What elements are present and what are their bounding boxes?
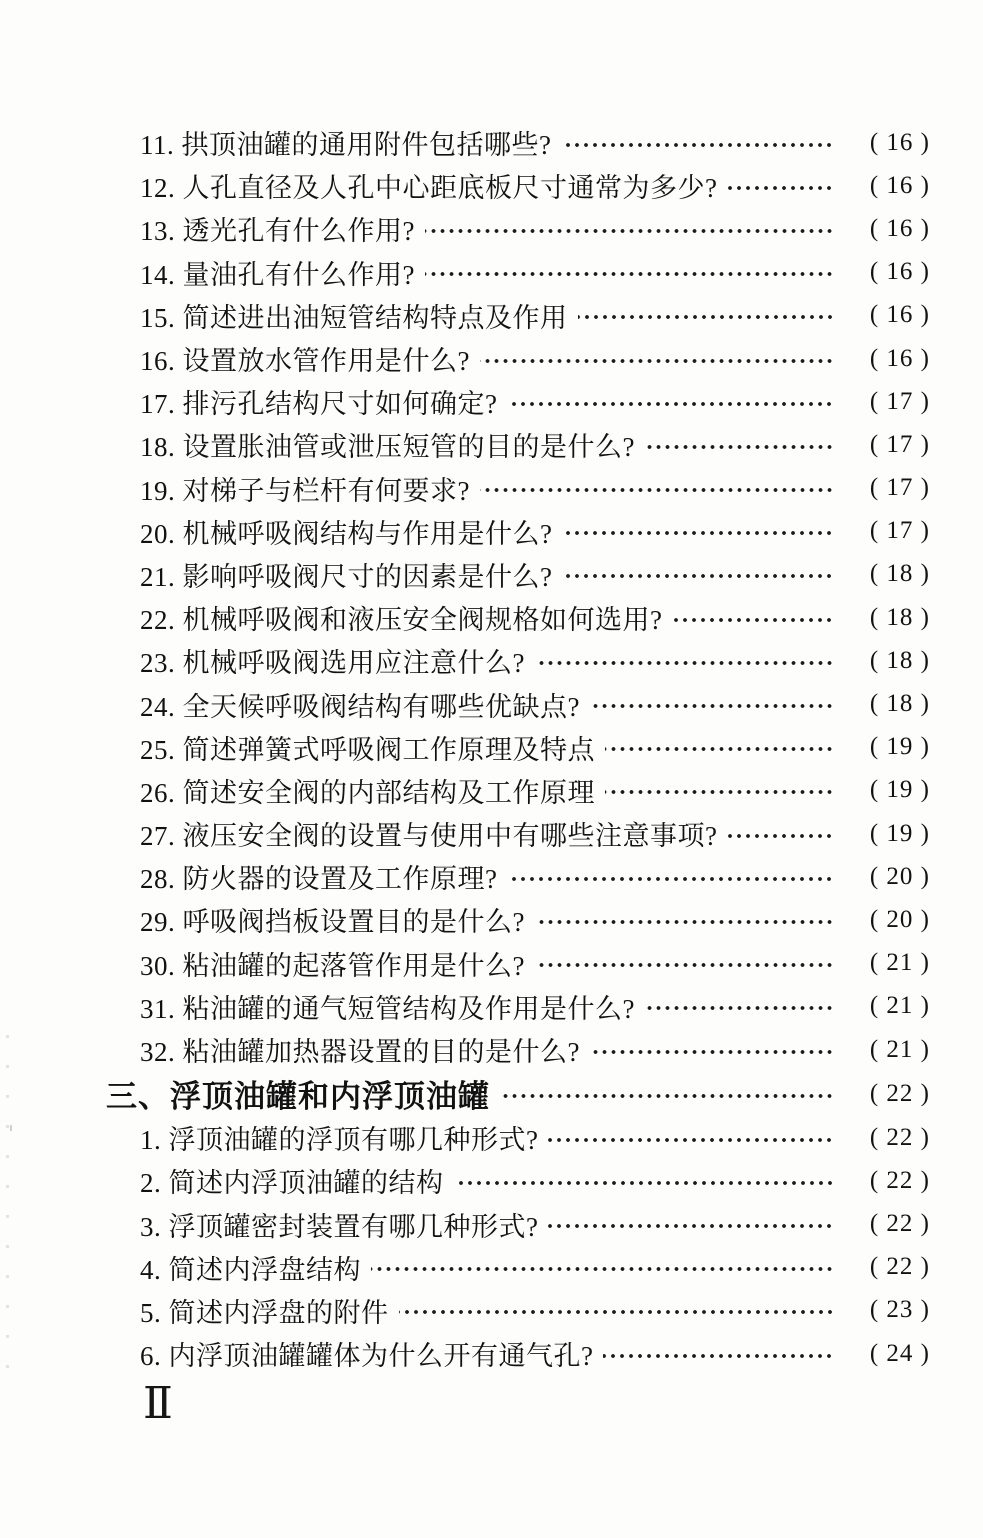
toc-entry-page: ( 24 )	[869, 1339, 930, 1367]
toc-entry-page: ( 16 )	[869, 214, 930, 242]
toc-entry-page: ( 22 )	[869, 1123, 930, 1151]
toc-entry-label: 25. 简述弹簧式呼吸阀工作原理及特点	[140, 734, 595, 765]
toc-row	[140, 1028, 930, 1071]
toc-entry-label: 26. 简述安全阀的内部结构及工作原理	[140, 777, 595, 808]
toc-row	[140, 1246, 930, 1289]
toc-entry-page: ( 19 )	[869, 733, 930, 761]
toc-row	[140, 596, 930, 639]
toc-entry-label: 15. 简述进出油短管结构特点及作用	[140, 302, 568, 333]
dotted-leader	[535, 954, 834, 976]
toc-entry-label: 1. 浮顶油罐的浮顶有哪几种形式?	[140, 1125, 539, 1156]
dotted-leader	[590, 1041, 834, 1063]
toc-row	[140, 726, 930, 769]
toc-row	[140, 898, 930, 941]
dotted-leader	[548, 1215, 834, 1237]
toc-entry-label: 5. 简述内浮盘的附件	[140, 1297, 389, 1328]
toc-entry-label: 20. 机械呼吸阀结构与作用是什么?	[140, 518, 553, 549]
toc-row	[140, 1289, 930, 1332]
toc-entry-page: ( 20 )	[869, 905, 930, 933]
toc-row	[140, 251, 930, 294]
dotted-leader	[605, 781, 834, 803]
toc-entry-page: ( 18 )	[869, 646, 930, 674]
dotted-leader	[603, 1345, 834, 1367]
toc-entry-page: ( 19 )	[869, 776, 930, 804]
toc-entry-page: ( 17 )	[869, 430, 930, 458]
toc-row	[140, 855, 930, 898]
toc-row	[140, 337, 930, 380]
toc-entry-label: 11. 拱顶油罐的通用附件包括哪些?	[140, 130, 552, 161]
toc-row	[140, 423, 930, 466]
toc-row	[140, 985, 930, 1028]
toc-entry-page: ( 20 )	[869, 862, 930, 890]
dotted-leader	[578, 306, 835, 328]
toc-entry-page: ( 21 )	[869, 949, 930, 977]
dotted-leader	[480, 350, 834, 372]
folio-page-number: Ⅱ	[143, 1379, 173, 1428]
toc-entry-page: ( 23 )	[869, 1296, 930, 1324]
toc-row	[140, 769, 930, 812]
dotted-leader	[399, 1301, 835, 1323]
scan-artifact	[10, 1125, 12, 1131]
toc-entry-page: ( 22 )	[869, 1210, 930, 1238]
toc-entry-page: ( 22 )	[869, 1253, 930, 1281]
toc-entry-page: ( 18 )	[869, 603, 930, 631]
toc-entry-page: ( 22 )	[869, 1079, 930, 1107]
toc-list	[106, 121, 930, 1375]
toc-row	[140, 553, 930, 596]
toc-entry-page: ( 16 )	[869, 344, 930, 372]
toc-entry-label: 18. 设置胀油管或泄压短管的目的是什么?	[140, 432, 635, 463]
dotted-leader	[425, 220, 834, 242]
dotted-leader	[454, 1172, 835, 1194]
toc-entry-label: 32. 粘油罐加热器设置的目的是什么?	[140, 1037, 580, 1068]
toc-row	[140, 639, 930, 682]
toc-entry-label: 13. 透光孔有什么作用?	[140, 216, 415, 247]
toc-row	[140, 207, 930, 250]
toc-row	[140, 812, 930, 855]
dotted-leader	[535, 911, 834, 933]
dotted-leader	[645, 997, 834, 1019]
toc-entry-page: ( 22 )	[869, 1166, 930, 1194]
toc-row	[140, 294, 930, 337]
dotted-leader	[590, 695, 834, 717]
toc-entry-label: 19. 对梯子与栏杆有何要求?	[140, 475, 470, 506]
toc-entry-page: ( 17 )	[869, 387, 930, 415]
toc-row	[140, 1159, 930, 1202]
toc-entry-label: 22. 机械呼吸阀和液压安全阀规格如何选用?	[140, 605, 663, 636]
toc-entry-label: 16. 设置放水管作用是什么?	[140, 346, 470, 377]
toc-entry-label: 2. 简述内浮顶油罐的结构	[140, 1168, 444, 1199]
toc-entry-label: 23. 机械呼吸阀选用应注意什么?	[140, 648, 525, 679]
dotted-leader	[727, 177, 834, 199]
toc-row	[140, 467, 930, 510]
toc-entry-page: ( 21 )	[869, 992, 930, 1020]
toc-row	[140, 1203, 930, 1246]
toc-entry-label: 21. 影响呼吸阀尺寸的因素是什么?	[140, 561, 553, 592]
toc-entry-label: 17. 排污孔结构尺寸如何确定?	[140, 389, 498, 420]
dotted-leader	[425, 263, 834, 285]
dotted-leader	[561, 134, 834, 156]
dotted-leader	[672, 609, 834, 631]
toc-row	[106, 1071, 930, 1116]
dotted-leader	[605, 738, 834, 760]
toc-entry-page: ( 18 )	[869, 560, 930, 588]
toc-entry-label: 30. 粘油罐的起落管作用是什么?	[140, 950, 525, 981]
toc-entry-label: 24. 全天候呼吸阀结构有哪些优缺点?	[140, 691, 580, 722]
toc-entry-label: 31. 粘油罐的通气短管结构及作用是什么?	[140, 993, 635, 1024]
toc-entry-label: 27. 液压安全阀的设置与使用中有哪些注意事项?	[140, 821, 718, 852]
toc-entry-label: 4. 简述内浮盘结构	[140, 1254, 361, 1285]
toc-row	[140, 121, 930, 164]
toc-entry-page: ( 16 )	[869, 171, 930, 199]
toc-entry-page: ( 17 )	[869, 517, 930, 545]
toc-entry-label: 28. 防火器的设置及工作原理?	[140, 864, 498, 895]
dotted-leader	[727, 825, 834, 847]
toc-row	[140, 1332, 930, 1375]
toc-entry-label: 3. 浮顶罐密封装置有哪几种形式?	[140, 1211, 539, 1242]
toc-entry-page: ( 17 )	[869, 474, 930, 502]
dotted-leader	[507, 393, 834, 415]
toc-entry-page: ( 18 )	[869, 690, 930, 718]
dotted-leader	[548, 1129, 834, 1151]
toc-entry-label: 三、浮顶油罐和内浮顶油罐	[106, 1079, 490, 1115]
toc-row	[140, 164, 930, 207]
toc-entry-label: 29. 呼吸阀挡板设置目的是什么?	[140, 907, 525, 938]
dotted-leader	[535, 652, 834, 674]
dotted-leader	[500, 1085, 834, 1107]
toc-row	[140, 942, 930, 985]
toc-entry-label: 14. 量油孔有什么作用?	[140, 259, 415, 290]
toc-row	[140, 1116, 930, 1159]
dotted-leader	[480, 479, 834, 501]
toc-entry-page: ( 21 )	[869, 1035, 930, 1063]
toc-entry-page: ( 16 )	[869, 128, 930, 156]
toc-entry-page: ( 16 )	[869, 301, 930, 329]
dotted-leader	[562, 565, 834, 587]
scan-artifact	[6, 1035, 9, 1380]
dotted-leader	[645, 436, 834, 458]
dotted-leader	[507, 868, 834, 890]
toc-entry-page: ( 19 )	[869, 819, 930, 847]
dotted-leader	[562, 522, 834, 544]
dotted-leader	[371, 1258, 834, 1280]
toc-entry-page: ( 16 )	[869, 258, 930, 286]
toc-row	[140, 682, 930, 725]
toc-entry-label: 6. 内浮顶油罐罐体为什么开有通气孔?	[140, 1341, 594, 1372]
toc-row	[140, 510, 930, 553]
toc-row	[140, 380, 930, 423]
toc-entry-label: 12. 人孔直径及人孔中心距底板尺寸通常为多少?	[140, 173, 718, 204]
